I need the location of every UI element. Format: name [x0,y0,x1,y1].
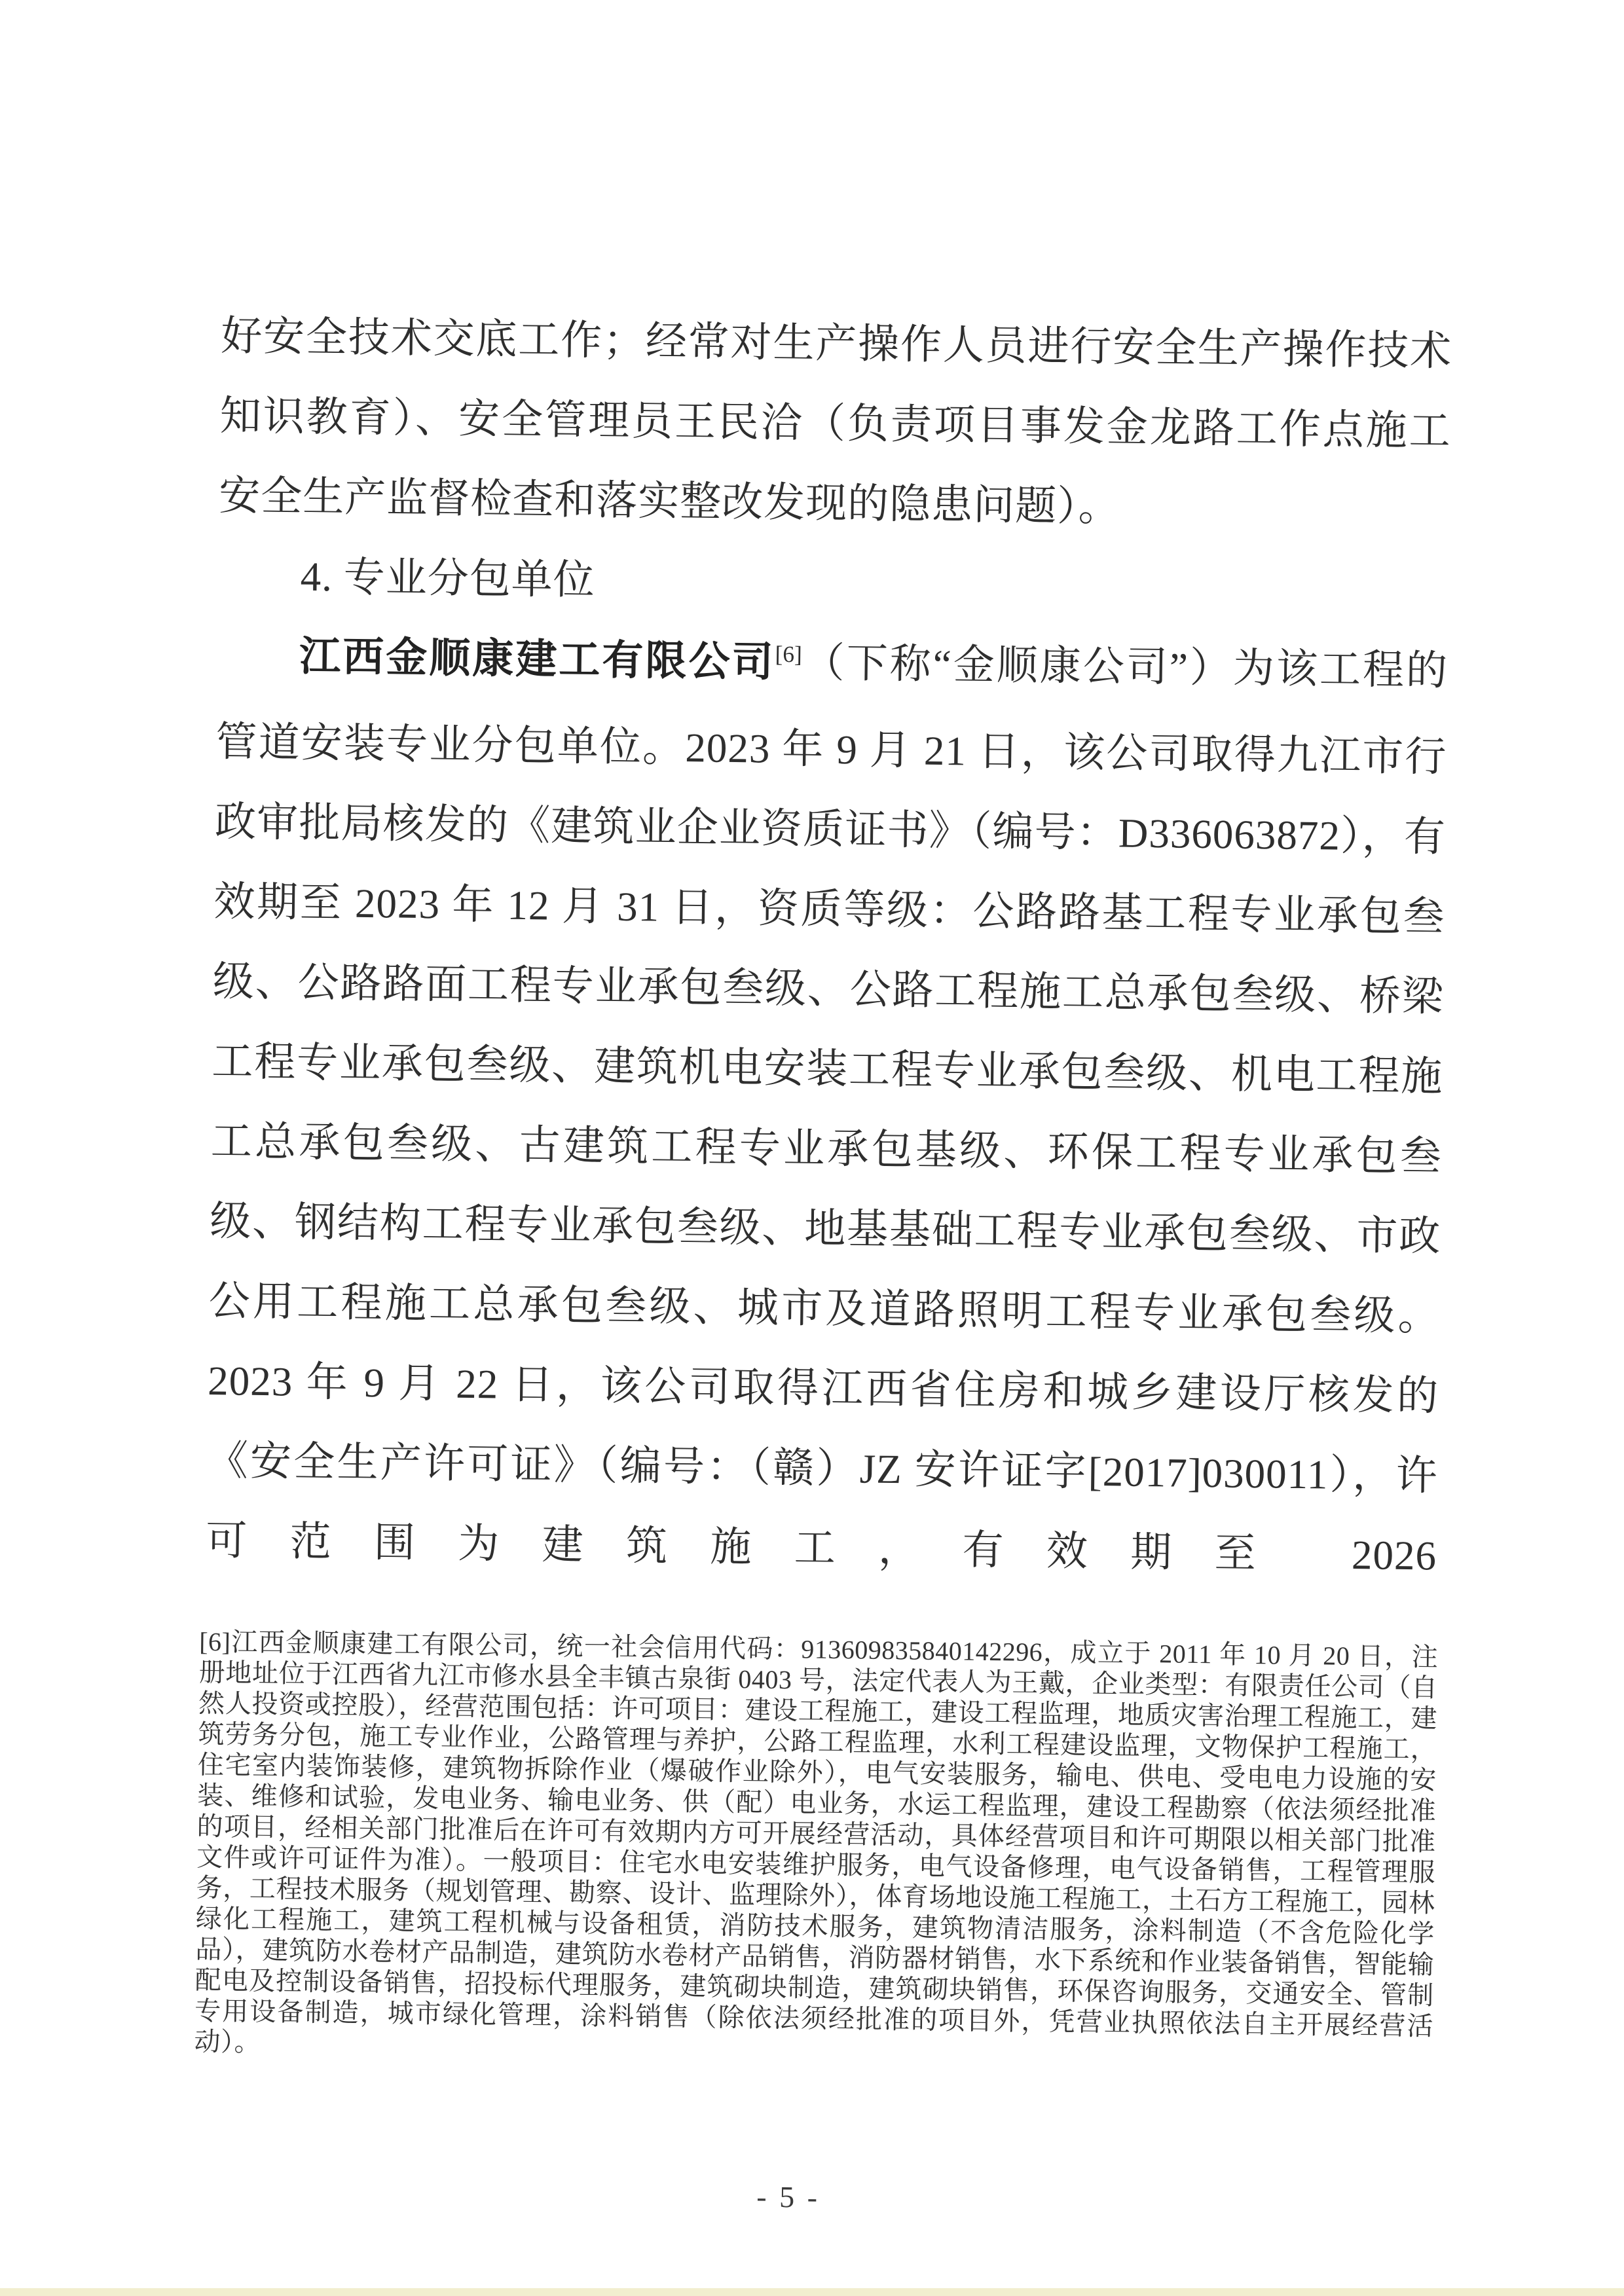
footnote-ref: [6] [775,641,803,668]
footnote-block [194,1626,1438,2073]
paragraph-text: 好安全技术交底工作；经常对生产操作人员进行安全生产操作技术知识教育）、安全管理员王民洽（负责项目事发金龙路工作点施工安全生产监督检查和落实整改发现的隐患问题）。 [218,313,1452,530]
body-text [205,296,1452,1595]
section-heading [217,536,1449,631]
paragraph-text: （下称“金顺康公司”）为该工程的管道安装专业分包单位。2023 年 9 月 21 日，该公司取得九江市行政审批局核发的《建筑业企业资质证书》（编号：D336063872），有效期至 2023 年 12 月 31 日，资质等级：公路路基工程专业承包叁级、公路路面工程专业承包叁级、公路工程施工总承包叁级、桥梁工程专业承包叁级、建筑机电安装工程专业承包叁级、机电工程施工总承包叁级、古建筑工程专业承包基级、环保工程专业承包叁级、钢结构工程专业承包叁级、地基基础工程专业承包叁级、市政公用工程施工总承包叁级、城市及道路照明工程专业承包叁级。2023 年 9 月 22 日，该公司取得江西省住房和城乡建设厅核发的《安全生产许可证》（编号：（赣）JZ 安许证字[2017]030011），许可范围为建筑施工，有效期至 2026 [205,640,1449,1579]
body-paragraph-continuation [219,296,1452,551]
company-name: 江西金顺康建工有限公司 [299,633,775,685]
scan-bottom-edge [0,2288,1624,2296]
subcontractor-paragraph [205,615,1448,1596]
footnote-text: 江西金顺康建工有限公司，统一社会信用代码：913609835840142296，成立于 2011 年 10 月 20 日，注册地址位于江西省九江市修水县全丰镇古泉街 0403 号，法定代表人为王戴，企业类型：有限责任公司（自然人投资或控股），经营范围包括：许可项目：建设工程施工，建设工程监理，地质灾害治理工程施工，建筑劳务分包，施工专业作业，公路管理与养护，公路工程监理，水利工程建设监理，文物保护工程施工，住宅室内装饰装修，建筑物拆除作业（爆破作业除外），电气安装服务，输电、供电、受电电力设施的安装、维修和试验，发电业务、输电业务、供（配）电业务，水运工程监理，建设工程勘察（依法须经批准的项目，经相关部门批准后在许可有效期内方可开展经营活动，具体经营项目和许可期限以相关部门批准文件或许可证件为准）。一般项目：住宅水电安装维护服务，电气设备修理，电气设备销售，工程管理服务，工程技术服务（规划管理、勘察、设计、监理除外），体育场地设施工程施工，土石方工程施工，园林绿化工程施工，建筑工程机械与设备租赁，消防技术服务，建筑物清洁服务，涂料制造（不含危险化学品），建筑防水卷材产品制造，建筑防水卷材产品销售，消防器材销售，水下系统和作业装备销售，智能输配电及控制设备销售，招投标代理服务，建筑砌块制造，建筑砌块销售，环保咨询服务，交通安全、管制专用设备制造，城市绿化管理，涂料销售（除依法须经批准的项目外，凭营业执照依法自主开展经营活动）。 [194,1627,1439,2058]
page-number: - 5 - [756,2179,821,2214]
section-heading-text: 4. 专业分包单位 [300,553,596,604]
footnote-marker: [6] [198,1626,231,1657]
